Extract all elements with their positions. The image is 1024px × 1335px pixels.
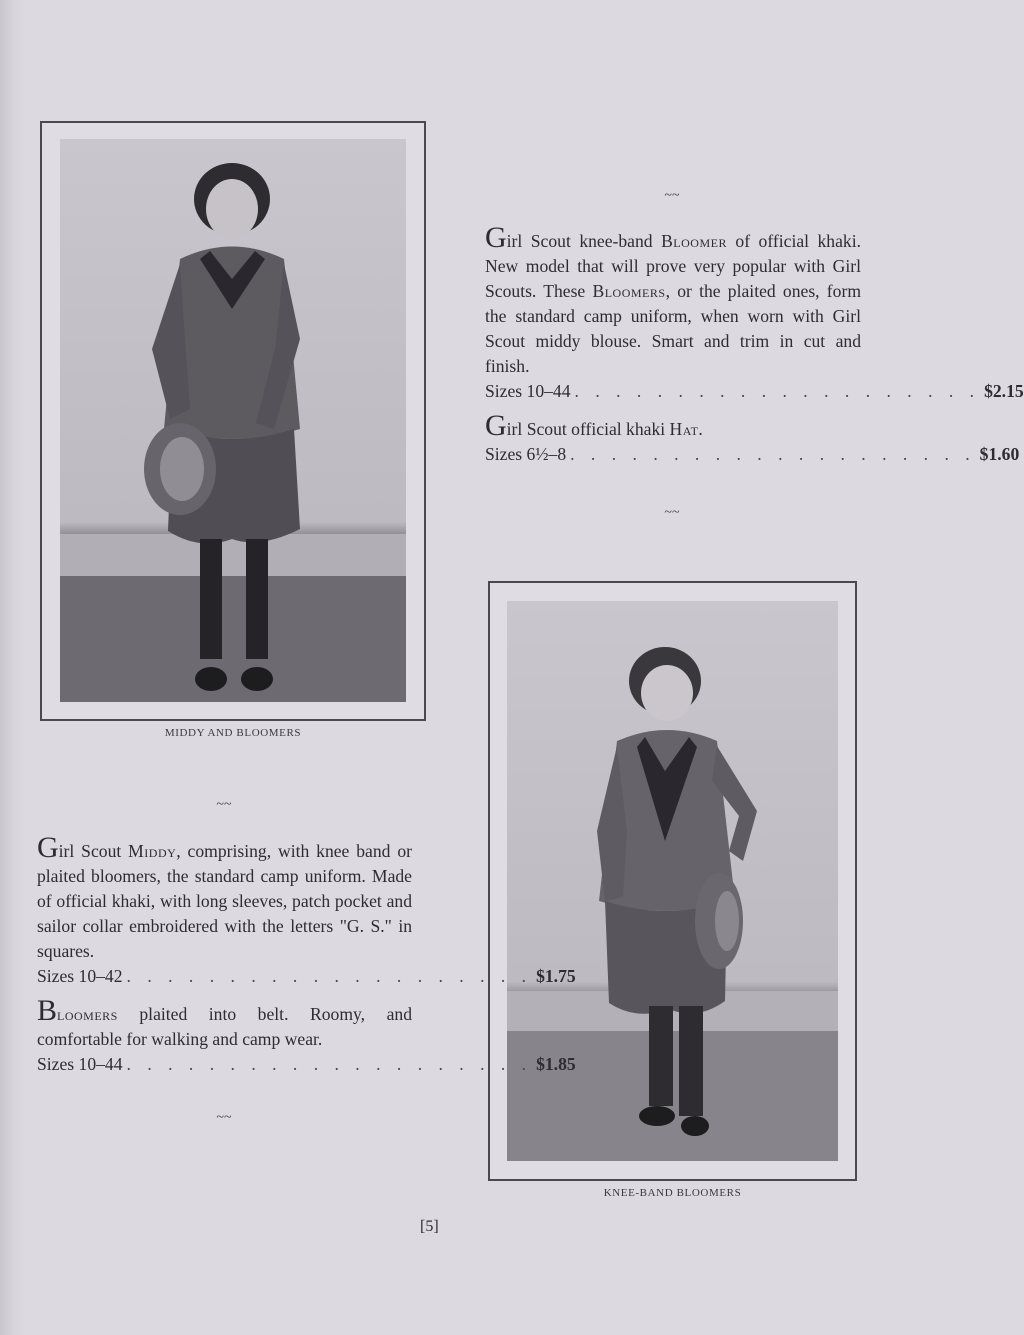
- desc-text: plaited into belt. Roomy, and comfortable for walking and camp wear.: [37, 1004, 412, 1049]
- caption-kneeband-bloomers: KNEE-BAND BLOOMERS: [603, 1187, 742, 1199]
- photo-middy-and-bloomers: [60, 139, 406, 702]
- desc-text: , or the plaited ones, form the standard camp uniform, when worn with Girl Scout middy blouse. Smart and trim in cut and finish.: [485, 281, 862, 376]
- leader-dots: . . . . . . . . . . . . . . . . . . . .: [126, 1054, 533, 1074]
- dropcap: G: [37, 831, 59, 864]
- price-line-hat: [485, 442, 1020, 467]
- desc-text: of official khaki. New model that will prove very popular with Girl Scouts. These: [485, 231, 861, 301]
- text-block-middy: [37, 831, 576, 1077]
- price-value: $1.75: [536, 966, 576, 986]
- price-line-plaited-bloomers: [37, 1052, 576, 1077]
- sizes-label: Sizes 10–44: [485, 381, 571, 401]
- photo-frame-kneeband: [488, 581, 857, 1181]
- desc-smallcaps: Middy: [128, 841, 177, 861]
- price-line-middy: [37, 964, 576, 989]
- photo-frame-middy: [40, 121, 426, 721]
- girl-figure-illustration: [60, 139, 406, 702]
- leader-dots: . . . . . . . . . . . . . . . . . . . .: [126, 966, 533, 986]
- desc-text: .: [698, 419, 703, 439]
- description-middy: [37, 831, 412, 964]
- dropcap: G: [485, 409, 507, 442]
- desc-text: irl Scout official khaki: [506, 419, 670, 439]
- price-value: $1.60: [979, 444, 1020, 464]
- page-number: [5]: [420, 1218, 439, 1235]
- girl-figure-illustration-2: [507, 601, 838, 1161]
- description-hat: [485, 409, 861, 442]
- sizes-label: Sizes 6½–8: [485, 444, 567, 464]
- price-value: $2.15: [984, 381, 1024, 401]
- desc-text: irl Scout knee-band: [506, 231, 662, 251]
- ornament-top-right: ~~: [664, 188, 680, 203]
- description-plaited-bloomers: [37, 994, 412, 1052]
- photo-kneeband-bloomers: [507, 601, 838, 1161]
- page-edge-shadow: [0, 0, 26, 1335]
- dropcap: B: [37, 994, 58, 1027]
- desc-text: , comprising, with knee band or plaited bloomers, the standard camp uniform. Made of official khaki, with long sleeves, patch pocket and sailor collar embroidered with the letters "G. S." in squares.: [37, 841, 412, 961]
- leader-dots: . . . . . . . . . . . . . . . . . . . .: [574, 381, 981, 401]
- description-kneeband-bloomer: [485, 221, 862, 379]
- caption-middy-and-bloomers: MIDDY AND BLOOMERS: [164, 727, 302, 739]
- leader-dots: . . . . . . . . . . . . . . . . . . . .: [570, 444, 976, 464]
- sizes-label: Sizes 10–42: [37, 966, 123, 986]
- ornament-bottom-left: ~~: [216, 1110, 232, 1125]
- desc-smallcaps: Hat: [669, 419, 699, 439]
- desc-smallcaps: loomers: [57, 1004, 118, 1024]
- text-block-kneeband: [485, 221, 1024, 467]
- price-value: $1.85: [536, 1054, 576, 1074]
- ornament-mid-right: ~~: [664, 505, 680, 520]
- desc-text: irl Scout: [58, 841, 129, 861]
- desc-smallcaps: Bloomer: [661, 231, 727, 251]
- ornament-mid-left: ~~: [216, 797, 232, 812]
- desc-smallcaps: Bloomers: [592, 281, 666, 301]
- dropcap: G: [485, 221, 507, 254]
- sizes-label: Sizes 10–44: [37, 1054, 123, 1074]
- price-line-kneeband: [485, 379, 1024, 404]
